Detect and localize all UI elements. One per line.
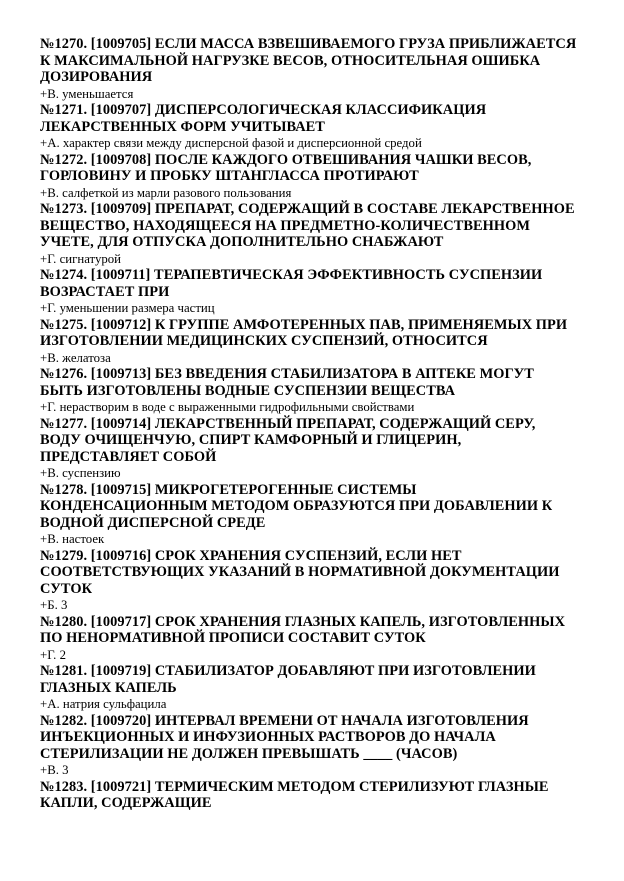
answer-text: +В. 3 — [40, 763, 69, 777]
answer-text: +А. характер связи между дисперсной фазой и дисперсионной средой — [40, 136, 422, 150]
question-text-line: ДОЗИРОВАНИЯ — [40, 69, 153, 85]
question-text-line: ПРЕДСТАВЛЯЕТ СОБОЙ — [40, 448, 217, 465]
answer-text: +В. суспензию — [40, 466, 121, 480]
question-text-line: СООТВЕТСТВУЮЩИХ УКАЗАНИЙ В НОРМАТИВНОЙ ДОКУМЕНТАЦИИ — [40, 564, 560, 580]
question-text-line: №1275. [1009712] К ГРУППЕ АМФОТЕРЕННЫХ ПАВ, ПРИМЕНЯЕМЫХ ПРИ — [40, 316, 568, 333]
question-block — [40, 152, 596, 202]
answer-text: +А. натрия сульфацила — [40, 697, 167, 711]
question-text-line: КАПЛИ, СОДЕРЖАЩИЕ — [40, 795, 212, 811]
question-text-line: ИНЪЕКЦИОННЫХ И ИНФУЗИОННЫХ РАСТВОРОВ ДО НАЧАЛА — [40, 729, 496, 745]
question-text-line: ВОДНОЙ ДИСПЕРСНОЙ СРЕДЕ — [40, 514, 266, 531]
question-text-line: №1270. [1009705] ЕСЛИ МАССА ВЗВЕШИВАЕМОГО ГРУЗА ПРИБЛИЖАЕТСЯ — [40, 36, 577, 52]
document-page — [40, 36, 596, 812]
answer-text: +В. желатоза — [40, 350, 111, 365]
question-text-line: №1283. [1009721] ТЕРМИЧЕСКИМ МЕТОДОМ СТЕРИЛИЗУЮТ ГЛАЗНЫЕ — [40, 778, 549, 795]
question-text-line: ВОЗРАСТАЕТ ПРИ — [40, 283, 170, 300]
question-block — [40, 614, 596, 664]
question-text-line: СУТОК — [40, 580, 93, 597]
question-text-line: ПО НЕНОРМАТИВНОЙ ПРОПИСИ СОСТАВИТ СУТОК — [40, 630, 426, 646]
question-block — [40, 416, 596, 482]
question-text-line: №1279. [1009716] СРОК ХРАНЕНИЯ СУСПЕНЗИЙ, ЕСЛИ НЕТ — [40, 547, 462, 564]
question-text-line: №1274. [1009711] ТЕРАПЕВТИЧЕСКАЯ ЭФФЕКТИВНОСТЬ СУСПЕНЗИИ — [40, 267, 543, 283]
question-text-line: ГОРЛОВИНУ И ПРОБКУ ШТАНГЛАССА ПРОТИРАЮТ — [40, 168, 419, 184]
answer-text: +Б. 3 — [40, 598, 68, 612]
question-block — [40, 663, 596, 713]
question-text-line: №1278. [1009715] МИКРОГЕТЕРОГЕННЫЕ СИСТЕМЫ — [40, 481, 417, 498]
question-block — [40, 201, 596, 267]
question-text-line: УЧЕТЕ, ДЛЯ ОТПУСКА ДОПОЛНИТЕЛЬНО СНАБЖАЮТ — [40, 234, 444, 250]
question-text-line: №1273. [1009709] ПРЕПАРАТ, СОДЕРЖАЩИЙ В СОСТАВЕ ЛЕКАРСТВЕННОЕ — [40, 201, 575, 217]
question-block — [40, 366, 596, 416]
question-block — [40, 317, 596, 367]
question-text-line: №1282. [1009720] ИНТЕРВАЛ ВРЕМЕНИ ОТ НАЧАЛА ИЗГОТОВЛЕНИЯ — [40, 712, 529, 729]
question-block — [40, 36, 596, 102]
question-text-line: №1281. [1009719] СТАБИЛИЗАТОР ДОБАВЛЯЮТ ПРИ ИЗГОТОВЛЕНИИ — [40, 663, 536, 679]
question-text-line: ВЕЩЕСТВО, НАХОДЯЩЕЕСЯ НА ПРЕДМЕТНО-КОЛИЧЕСТВЕННОМ — [40, 217, 531, 234]
question-text-line: К МАКСИМАЛЬНОЙ НАГРУЗКЕ ВЕСОВ, ОТНОСИТЕЛЬНАЯ ОШИБКА — [40, 52, 541, 69]
question-text-line: №1276. [1009713] БЕЗ ВВЕДЕНИЯ СТАБИЛИЗАТОРА В АПТЕКЕ МОГУТ — [40, 366, 534, 382]
answer-text: +В. салфеткой из марли разового пользования — [40, 185, 292, 200]
answer-text: +Г. 2 — [40, 647, 66, 662]
question-block — [40, 779, 596, 812]
question-block — [40, 482, 596, 548]
answer-text: +В. настоек — [40, 532, 105, 546]
question-text-line: ЛЕКАРСТВЕННЫХ ФОРМ УЧИТЫВАЕТ — [40, 118, 325, 135]
question-block — [40, 267, 596, 317]
answer-text: +Г. уменьшении размера частиц — [40, 301, 215, 315]
answer-text: +Г. нерастворим в воде с выраженными гидрофильными свойствами — [40, 400, 415, 414]
question-text-line: ГЛАЗНЫХ КАПЕЛЬ — [40, 679, 177, 696]
question-text-line: №1280. [1009717] СРОК ХРАНЕНИЯ ГЛАЗНЫХ КАПЕЛЬ, ИЗГОТОВЛЕННЫХ — [40, 613, 566, 630]
question-text-line: ИЗГОТОВЛЕНИИ МЕДИЦИНСКИХ СУСПЕНЗИЙ, ОТНОСИТСЯ — [40, 333, 488, 349]
question-text-line: ВОДУ ОЧИЩЕНЧУЮ, СПИРТ КАМФОРНЫЙ И ГЛИЦЕРИН, — [40, 432, 462, 448]
question-text-line: №1271. [1009707] ДИСПЕРСОЛОГИЧЕСКАЯ КЛАССИФИКАЦИЯ — [40, 102, 487, 118]
question-text-line: №1277. [1009714] ЛЕКАРСТВЕННЫЙ ПРЕПАРАТ, СОДЕРЖАЩИЙ СЕРУ, — [40, 415, 536, 432]
question-text-line: №1272. [1009708] ПОСЛЕ КАЖДОГО ОТВЕШИВАНИЯ ЧАШКИ ВЕСОВ, — [40, 151, 532, 168]
question-text-line: БЫТЬ ИЗГОТОВЛЕНЫ ВОДНЫЕ СУСПЕНЗИИ ВЕЩЕСТВА — [40, 382, 456, 399]
question-block — [40, 548, 596, 614]
answer-text: +Г. сигнатурой — [40, 251, 122, 266]
question-block — [40, 102, 596, 152]
question-text-line: КОНДЕНСАЦИОННЫМ МЕТОДОМ ОБРАЗУЮТСЯ ПРИ ДОБАВЛЕНИИ К — [40, 498, 553, 514]
question-block — [40, 713, 596, 779]
answer-text: +В. уменьшается — [40, 86, 134, 101]
question-text-line: СТЕРИЛИЗАЦИИ НЕ ДОЛЖЕН ПРЕВЫШАТЬ ____ (ЧАСОВ) — [40, 745, 458, 762]
